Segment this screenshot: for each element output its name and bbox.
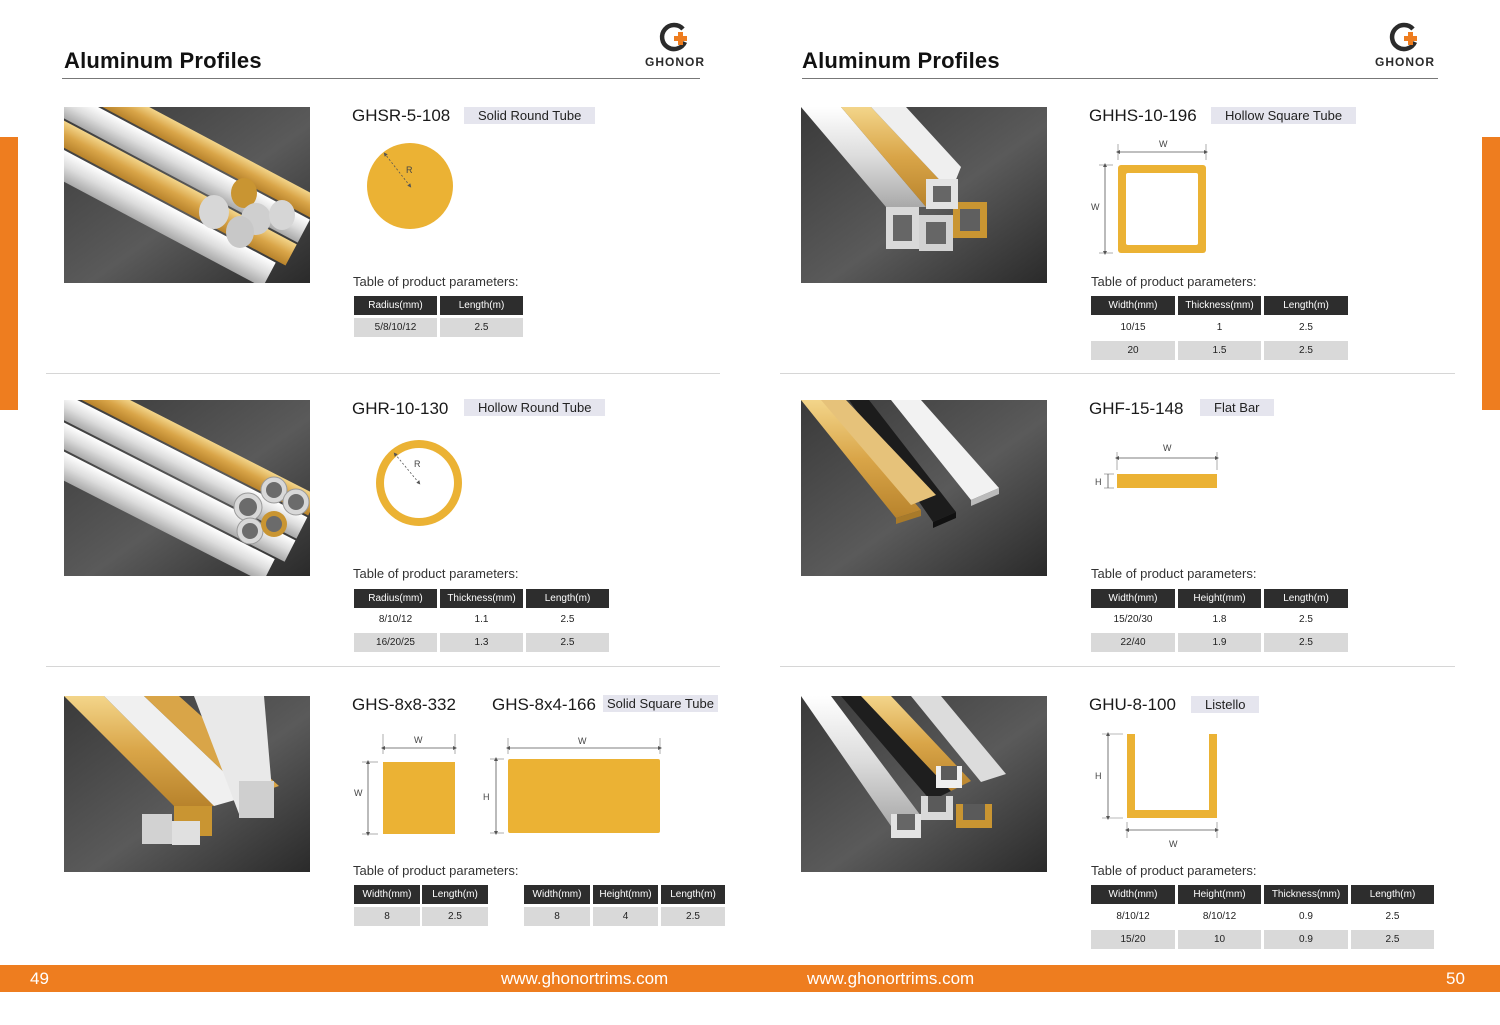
flat-bar-diagram bbox=[1090, 438, 1220, 494]
page-number-right: 50 bbox=[1446, 969, 1465, 988]
product-code: GHSR-5-108 bbox=[352, 106, 451, 125]
table-cell: 10/15 bbox=[1091, 318, 1175, 337]
table-cell: 1 bbox=[1178, 318, 1261, 337]
width-label: W bbox=[1169, 839, 1178, 849]
table-header: Height(mm) bbox=[1178, 589, 1261, 608]
table-cell: 8/10/12 bbox=[354, 610, 437, 629]
table-label: Table of product parameters: bbox=[353, 863, 519, 878]
table-header: Length(m) bbox=[1264, 589, 1348, 608]
section-divider bbox=[46, 666, 720, 667]
page-title: Aluminum Profiles bbox=[64, 48, 262, 73]
logo-wordmark: GHONOR bbox=[1375, 55, 1435, 69]
product-code: GHR-10-130 bbox=[352, 399, 449, 418]
table-header: Length(m) bbox=[661, 885, 725, 904]
table-cell: 1.8 bbox=[1178, 610, 1261, 629]
table-header: Radius(mm) bbox=[354, 296, 437, 315]
product-type-badge: Listello bbox=[1191, 696, 1259, 713]
table-cell: 2.5 bbox=[1264, 610, 1348, 629]
table-header: Width(mm) bbox=[1091, 885, 1175, 904]
table-header: Length(m) bbox=[526, 589, 609, 608]
product-type-badge: Hollow Square Tube bbox=[1211, 107, 1356, 124]
section-divider bbox=[780, 373, 1455, 374]
product-code: GHS-8x8-332 bbox=[352, 695, 456, 714]
ghonor-logo-icon bbox=[657, 22, 693, 54]
table-label: Table of product parameters: bbox=[353, 274, 519, 289]
page-title: Aluminum Profiles bbox=[802, 48, 1000, 73]
table-header: Width(mm) bbox=[354, 885, 420, 904]
table-cell: 1.1 bbox=[440, 610, 523, 629]
section-divider bbox=[780, 666, 1455, 667]
table-cell: 2.5 bbox=[526, 633, 609, 652]
table-cell: 20 bbox=[1091, 341, 1175, 360]
header-rule bbox=[62, 78, 700, 79]
radius-label: R bbox=[406, 165, 413, 175]
height-label: W bbox=[354, 788, 363, 798]
footer-bar bbox=[0, 965, 1500, 992]
width-label: W bbox=[1159, 139, 1168, 149]
radius-label: R bbox=[414, 459, 421, 469]
product-code: GHF-15-148 bbox=[1089, 399, 1184, 418]
table-header: Thickness(mm) bbox=[1178, 296, 1261, 315]
product-type-badge: Solid Round Tube bbox=[464, 107, 595, 124]
table-header: Length(m) bbox=[1264, 296, 1348, 315]
website-link-left[interactable]: www.ghonortrims.com bbox=[501, 969, 669, 988]
table-cell: 2.5 bbox=[440, 318, 523, 337]
table-header: Width(mm) bbox=[1091, 296, 1175, 315]
solid-square-8x4-diagram bbox=[478, 732, 668, 840]
listello-photo bbox=[801, 696, 1047, 872]
solid-round-tube-photo bbox=[64, 107, 310, 283]
table-cell: 0.9 bbox=[1264, 930, 1348, 949]
table-cell: 1.5 bbox=[1178, 341, 1261, 360]
ghonor-logo-icon bbox=[1387, 22, 1423, 54]
table-label: Table of product parameters: bbox=[353, 566, 519, 581]
width-label: W bbox=[414, 735, 423, 745]
table-cell: 8/10/12 bbox=[1091, 907, 1175, 926]
table-header: Width(mm) bbox=[1091, 589, 1175, 608]
product-type-badge: Solid Square Tube bbox=[603, 695, 718, 712]
table-cell: 2.5 bbox=[1351, 907, 1434, 926]
height-label: H bbox=[1095, 477, 1102, 487]
solid-square-8x8-diagram bbox=[350, 730, 465, 840]
hollow-round-diagram bbox=[372, 436, 468, 532]
flat-bar-photo bbox=[801, 400, 1047, 576]
width-label: W bbox=[578, 736, 587, 746]
width-label: W bbox=[1163, 443, 1172, 453]
product-code: GHS-8x4-166 bbox=[492, 695, 596, 714]
table-cell: 8 bbox=[524, 907, 590, 926]
header-rule bbox=[802, 78, 1438, 79]
product-type-badge: Hollow Round Tube bbox=[464, 399, 605, 416]
table-cell: 8/10/12 bbox=[1178, 907, 1261, 926]
table-cell: 0.9 bbox=[1264, 907, 1348, 926]
table-label: Table of product parameters: bbox=[1091, 274, 1257, 289]
table-header: Length(m) bbox=[1351, 885, 1434, 904]
brand-logo bbox=[1370, 22, 1440, 69]
table-cell: 16/20/25 bbox=[354, 633, 437, 652]
table-cell: 2.5 bbox=[1264, 341, 1348, 360]
section-divider bbox=[46, 373, 720, 374]
table-header: Length(m) bbox=[440, 296, 523, 315]
table-cell: 2.5 bbox=[526, 610, 609, 629]
left-page bbox=[0, 0, 750, 965]
height-label: H bbox=[483, 792, 490, 802]
table-cell: 10 bbox=[1178, 930, 1261, 949]
height-label: W bbox=[1091, 202, 1100, 212]
table-cell: 22/40 bbox=[1091, 633, 1175, 652]
table-cell: 2.5 bbox=[1351, 930, 1434, 949]
solid-square-tube-photo bbox=[64, 696, 310, 872]
hollow-square-tube-photo bbox=[801, 107, 1047, 283]
table-header: Height(mm) bbox=[1178, 885, 1261, 904]
right-page bbox=[750, 0, 1500, 965]
listello-diagram bbox=[1090, 728, 1220, 852]
table-header: Length(m) bbox=[422, 885, 488, 904]
product-code: GHU-8-100 bbox=[1089, 695, 1176, 714]
table-cell: 2.5 bbox=[422, 907, 488, 926]
table-cell: 2.5 bbox=[1264, 633, 1348, 652]
hollow-round-tube-photo bbox=[64, 400, 310, 576]
product-type-badge: Flat Bar bbox=[1200, 399, 1274, 416]
table-header: Width(mm) bbox=[524, 885, 590, 904]
page-number-left: 49 bbox=[30, 969, 49, 988]
table-cell: 1.3 bbox=[440, 633, 523, 652]
table-cell: 8 bbox=[354, 907, 420, 926]
table-cell: 2.5 bbox=[1264, 318, 1348, 337]
table-header: Radius(mm) bbox=[354, 589, 437, 608]
table-header: Height(mm) bbox=[593, 885, 658, 904]
table-label: Table of product parameters: bbox=[1091, 863, 1257, 878]
table-cell: 5/8/10/12 bbox=[354, 318, 437, 337]
table-header: Thickness(mm) bbox=[440, 589, 523, 608]
logo-wordmark: GHONOR bbox=[645, 55, 705, 69]
solid-round-diagram bbox=[364, 140, 460, 236]
brand-logo bbox=[640, 22, 710, 69]
table-label: Table of product parameters: bbox=[1091, 566, 1257, 581]
website-link-right[interactable]: www.ghonortrims.com bbox=[807, 969, 975, 988]
product-code: GHHS-10-196 bbox=[1089, 106, 1197, 125]
table-header: Thickness(mm) bbox=[1264, 885, 1348, 904]
table-cell: 15/20/30 bbox=[1091, 610, 1175, 629]
table-cell: 1.9 bbox=[1178, 633, 1261, 652]
height-label: H bbox=[1095, 771, 1102, 781]
hollow-square-diagram bbox=[1087, 134, 1217, 256]
table-cell: 4 bbox=[593, 907, 658, 926]
table-cell: 2.5 bbox=[661, 907, 725, 926]
table-cell: 15/20 bbox=[1091, 930, 1175, 949]
